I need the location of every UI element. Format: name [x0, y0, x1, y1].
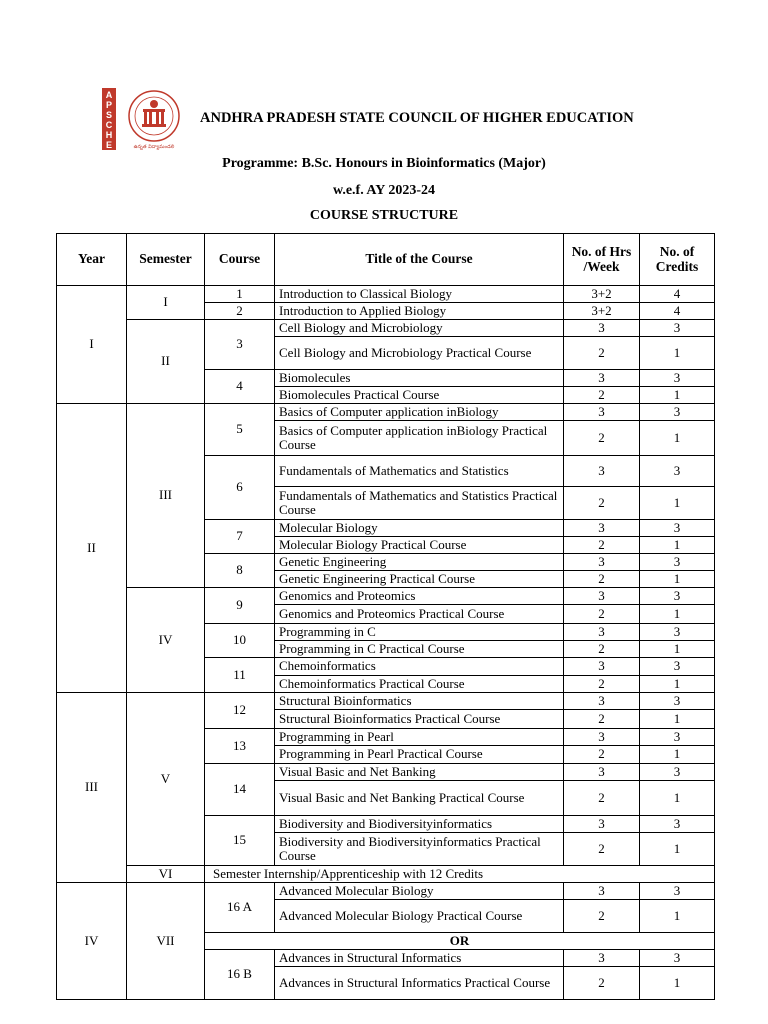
svg-text:P: P — [105, 100, 113, 110]
course-title-cell: Programming in Pearl — [275, 729, 564, 746]
credits-cell: 3 — [640, 729, 715, 746]
hours-cell: 2 — [564, 710, 640, 729]
course-title-cell: Genomics and Proteomics Practical Course — [275, 605, 564, 624]
programme-title: Programme: B.Sc. Honours in Bioinformatics (Major) — [222, 156, 546, 171]
course-number-cell: 16 A — [205, 883, 275, 933]
course-title-cell: Chemoinformatics — [275, 658, 564, 676]
table-header-row — [57, 234, 715, 286]
course-structure-table — [56, 233, 715, 1000]
credits-cell: 1 — [640, 487, 715, 520]
table-row — [57, 286, 715, 303]
course-title-cell: Advanced Molecular Biology — [275, 883, 564, 900]
credits-cell: 3 — [640, 588, 715, 605]
course-title-cell: Genetic Engineering Practical Course — [275, 571, 564, 588]
hours-cell: 3 — [564, 624, 640, 641]
course-number-cell: 4 — [205, 370, 275, 404]
hours-cell: 2 — [564, 746, 640, 764]
council-name: ANDHRA PRADESH STATE COUNCIL OF HIGHER EDUCATION — [200, 110, 634, 126]
credits-cell: 1 — [640, 746, 715, 764]
course-title-cell: Advances in Structural Informatics Practical Course — [275, 967, 564, 1000]
header-title: Title of the Course — [275, 234, 564, 286]
credits-cell: 3 — [640, 816, 715, 833]
credits-cell: 3 — [640, 950, 715, 967]
year-cell: I — [57, 286, 127, 404]
credits-cell: 3 — [640, 883, 715, 900]
credits-cell: 3 — [640, 764, 715, 781]
course-title-cell: Programming in C Practical Course — [275, 641, 564, 658]
credits-cell: 3 — [640, 624, 715, 641]
hours-cell: 2 — [564, 641, 640, 658]
course-title-cell: Introduction to Applied Biology — [275, 303, 564, 320]
course-title-cell: Advances in Structural Informatics — [275, 950, 564, 967]
hours-cell: 2 — [564, 781, 640, 816]
hours-cell: 3+2 — [564, 303, 640, 320]
course-number-cell: 13 — [205, 729, 275, 764]
course-title-cell: Basics of Computer application inBiology — [275, 404, 564, 421]
course-title-cell: Biodiversity and Biodiversityinformatics Practical Course — [275, 833, 564, 866]
year-cell: IV — [57, 883, 127, 1000]
internship-cell: Semester Internship/Apprenticeship with 12 Credits — [205, 866, 715, 883]
course-title-cell: Basics of Computer application inBiology Practical Course — [275, 421, 564, 456]
hours-cell: 3 — [564, 370, 640, 387]
hours-cell: 2 — [564, 571, 640, 588]
credits-cell: 1 — [640, 900, 715, 933]
credits-cell: 3 — [640, 456, 715, 487]
table-row — [57, 320, 715, 337]
credits-cell: 3 — [640, 370, 715, 387]
semester-cell: II — [127, 320, 205, 404]
credits-cell: 1 — [640, 641, 715, 658]
hours-cell: 2 — [564, 537, 640, 554]
table-row — [57, 588, 715, 605]
course-number-cell: 7 — [205, 520, 275, 554]
year-cell: II — [57, 404, 127, 693]
hours-cell: 3 — [564, 883, 640, 900]
hours-cell: 2 — [564, 833, 640, 866]
credits-cell: 3 — [640, 404, 715, 421]
hours-cell: 3 — [564, 554, 640, 571]
effective-year: w.e.f. AY 2023-24 — [332, 183, 436, 198]
credits-cell: 1 — [640, 710, 715, 729]
table-row — [57, 404, 715, 421]
hours-cell: 3 — [564, 764, 640, 781]
course-title-cell: Fundamentals of Mathematics and Statistics — [275, 456, 564, 487]
course-number-cell: 2 — [205, 303, 275, 320]
course-number-cell: 12 — [205, 693, 275, 729]
course-title-cell: Cell Biology and Microbiology — [275, 320, 564, 337]
hours-cell: 3 — [564, 693, 640, 710]
hours-cell: 2 — [564, 387, 640, 404]
credits-cell: 1 — [640, 605, 715, 624]
or-separator: OR — [205, 933, 715, 950]
svg-text:S: S — [105, 110, 113, 120]
credits-cell: 4 — [640, 286, 715, 303]
course-number-cell: 6 — [205, 456, 275, 520]
hours-cell: 2 — [564, 605, 640, 624]
hours-cell: 2 — [564, 421, 640, 456]
course-number-cell: 5 — [205, 404, 275, 456]
header-year: Year — [57, 234, 127, 286]
course-title-cell: Biomolecules — [275, 370, 564, 387]
hours-cell: 3 — [564, 729, 640, 746]
hours-cell: 3 — [564, 950, 640, 967]
credits-cell: 1 — [640, 337, 715, 370]
course-number-cell: 16 B — [205, 950, 275, 1000]
credits-cell: 3 — [640, 320, 715, 337]
course-number-cell: 10 — [205, 624, 275, 658]
table-row — [57, 866, 715, 883]
credits-cell: 3 — [640, 693, 715, 710]
semester-cell: VII — [127, 883, 205, 1000]
course-title-cell: Visual Basic and Net Banking Practical Course — [275, 781, 564, 816]
credits-cell: 1 — [640, 387, 715, 404]
course-number-cell: 11 — [205, 658, 275, 693]
table-body — [57, 286, 715, 1000]
hours-cell: 2 — [564, 900, 640, 933]
svg-text:ఉన్నత విద్యామండలి: ఉన్నత విద్యామండలి — [133, 144, 175, 150]
course-title-cell: Programming in Pearl Practical Course — [275, 746, 564, 764]
course-title-cell: Genetic Engineering — [275, 554, 564, 571]
course-number-cell: 14 — [205, 764, 275, 816]
header-semester: Semester — [127, 234, 205, 286]
header-credits: No. of Credits — [640, 234, 715, 286]
credits-cell: 1 — [640, 421, 715, 456]
semester-cell: I — [127, 286, 205, 320]
credits-cell: 3 — [640, 520, 715, 537]
course-title-cell: Genomics and Proteomics — [275, 588, 564, 605]
course-title-cell: Fundamentals of Mathematics and Statistics Practical Course — [275, 487, 564, 520]
course-title-cell: Visual Basic and Net Banking — [275, 764, 564, 781]
credits-cell: 3 — [640, 554, 715, 571]
credits-cell: 4 — [640, 303, 715, 320]
hours-cell: 3+2 — [564, 286, 640, 303]
hours-cell: 3 — [564, 816, 640, 833]
svg-text:H: H — [105, 130, 113, 140]
hours-cell: 3 — [564, 320, 640, 337]
course-number-cell: 9 — [205, 588, 275, 624]
apsche-logo — [102, 88, 188, 150]
svg-text:A: A — [105, 90, 113, 100]
semester-cell: V — [127, 693, 205, 866]
course-title-cell: Biodiversity and Biodiversityinformatics — [275, 816, 564, 833]
course-title-cell: Structural Bioinformatics — [275, 693, 564, 710]
semester-cell: VI — [127, 866, 205, 883]
year-cell: III — [57, 693, 127, 883]
semester-cell: III — [127, 404, 205, 588]
hours-cell: 2 — [564, 967, 640, 1000]
hours-cell: 3 — [564, 588, 640, 605]
course-number-cell: 15 — [205, 816, 275, 866]
header-hours: No. of Hrs /Week — [564, 234, 640, 286]
credits-cell: 1 — [640, 833, 715, 866]
course-title-cell: Programming in C — [275, 624, 564, 641]
hours-cell: 3 — [564, 658, 640, 676]
course-title-cell: Cell Biology and Microbiology Practical Course — [275, 337, 564, 370]
hours-cell: 3 — [564, 456, 640, 487]
table-row — [57, 883, 715, 900]
course-title-cell: Introduction to Classical Biology — [275, 286, 564, 303]
course-title-cell: Biomolecules Practical Course — [275, 387, 564, 404]
credits-cell: 1 — [640, 571, 715, 588]
hours-cell: 3 — [564, 520, 640, 537]
svg-text:E: E — [105, 140, 113, 150]
credits-cell: 1 — [640, 967, 715, 1000]
course-number-cell: 8 — [205, 554, 275, 588]
course-title-cell: Chemoinformatics Practical Course — [275, 676, 564, 693]
course-number-cell: 1 — [205, 286, 275, 303]
header-course: Course — [205, 234, 275, 286]
hours-cell: 3 — [564, 404, 640, 421]
course-title-cell: Structural Bioinformatics Practical Course — [275, 710, 564, 729]
table-row — [57, 693, 715, 710]
hours-cell: 2 — [564, 337, 640, 370]
credits-cell: 1 — [640, 537, 715, 554]
course-structure-heading: COURSE STRUCTURE — [309, 208, 459, 223]
credits-cell: 3 — [640, 658, 715, 676]
credits-cell: 1 — [640, 781, 715, 816]
course-title-cell: Advanced Molecular Biology Practical Course — [275, 900, 564, 933]
svg-text:C: C — [105, 120, 113, 130]
course-title-cell: Molecular Biology Practical Course — [275, 537, 564, 554]
credits-cell: 1 — [640, 676, 715, 693]
hours-cell: 2 — [564, 676, 640, 693]
semester-cell: IV — [127, 588, 205, 693]
course-number-cell: 3 — [205, 320, 275, 370]
hours-cell: 2 — [564, 487, 640, 520]
course-title-cell: Molecular Biology — [275, 520, 564, 537]
